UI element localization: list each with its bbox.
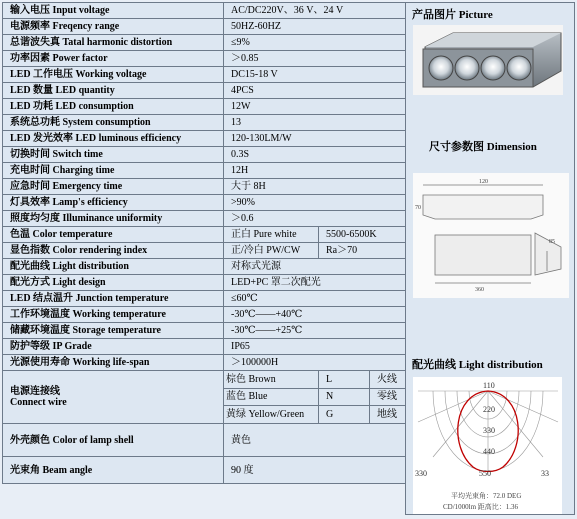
wire-color: 黄绿 Yellow/Green (224, 406, 319, 424)
spec-label: 光源使用寿命 Working life-span (3, 355, 224, 371)
spec-value: 4PCS (224, 83, 421, 99)
spec-value: 大于 8H (224, 179, 421, 195)
ring-label-330: 330 (483, 426, 495, 435)
spec-row (3, 19, 421, 35)
spec-label: LED 结点温升 Junction temperature (3, 291, 224, 307)
spec-label: 总谐波失真 Tatal harmonic distortion (3, 35, 224, 51)
ring-label-110: 110 (483, 381, 495, 390)
polar-caption-1: 平均光束角：72.0 DEG (451, 492, 522, 500)
spec-value: ＞0.85 (224, 51, 421, 67)
spec-row (3, 179, 421, 195)
spec-label: 色温 Color temperature (3, 227, 224, 243)
spec-value-secondary: Ra＞70 (319, 243, 421, 259)
spec-label: 显色指数 Color rendering index (3, 243, 224, 259)
spec-row (3, 355, 421, 371)
spec-label: 工作环境温度 Working temperature (3, 307, 224, 323)
spec-value: 0.3S (224, 147, 421, 163)
spec-row (3, 227, 421, 243)
spec-row (3, 275, 421, 291)
spec-label: 功率因素 Power factor (3, 51, 224, 67)
spec-row (3, 211, 421, 227)
spec-value: LED+PC 罩二次配光 (224, 275, 421, 291)
spec-label: 照度均匀度 Illuminance uniformity (3, 211, 224, 227)
shell-label: 外壳颜色 Color of lamp shell (3, 424, 224, 457)
product-photo (413, 25, 563, 95)
spec-label: 灯具效率 Lamp's efficiency (3, 195, 224, 211)
spec-row (3, 3, 421, 19)
beam-value: 90 度 (224, 457, 421, 484)
wire-code: N (319, 388, 370, 406)
spec-value: 12H (224, 163, 421, 179)
wire-name: 零线 (370, 388, 421, 406)
spec-value: 对称式光源 (224, 259, 421, 275)
spec-value: 12W (224, 99, 421, 115)
dimension-svg (413, 173, 569, 298)
ring-label-220: 220 (483, 405, 495, 414)
spec-row (3, 163, 421, 179)
spec-value: ＞0.6 (224, 211, 421, 227)
beam-label: 光束角 Beam angle (3, 457, 224, 484)
connect-label-en: Connect wire (10, 397, 67, 408)
spec-row (3, 115, 421, 131)
spec-label: LED 工作电压 Working voltage (3, 67, 224, 83)
spec-row (3, 339, 421, 355)
beam-row (3, 457, 421, 484)
wire-name: 地线 (370, 406, 421, 424)
wire-code: L (319, 371, 370, 389)
polar-svg (413, 377, 562, 514)
connect-label-cn: 电源连接线 (10, 386, 60, 397)
spec-label: 输入电压 Input voltage (3, 3, 224, 19)
spec-value: 120-130LM/W (224, 131, 421, 147)
spec-value: ≤9% (224, 35, 421, 51)
light-distribution-title: 配光曲线 Light distribution (412, 359, 543, 371)
polar-chart (413, 377, 562, 514)
shell-value: 黄色 (224, 424, 421, 457)
side-label-right: 33 (541, 469, 549, 478)
spec-row (3, 67, 421, 83)
spec-label: LED 数量 LED quantity (3, 83, 224, 99)
right-panel (405, 2, 575, 515)
wire-name: 火线 (370, 371, 421, 389)
spec-value: DC15-18 V (224, 67, 421, 83)
spec-row (3, 243, 421, 259)
spec-row (3, 147, 421, 163)
spec-value: -30℃——+25℃ (224, 323, 421, 339)
spec-value: AC/DC220V、36 V、24 V (224, 3, 421, 19)
wire-row (3, 371, 421, 389)
spec-value: 13 (224, 115, 421, 131)
spec-row (3, 307, 421, 323)
dimension-title: 尺寸参数图 Dimension (429, 141, 537, 153)
ring-label-550: 550 (479, 469, 491, 478)
spec-value: >90% (224, 195, 421, 211)
picture-title: 产品图片 Picture (412, 9, 493, 21)
spec-value: -30℃——+40℃ (224, 307, 421, 323)
spec-value: 正白 Pure white (224, 227, 319, 243)
spec-value-secondary: 5500-6500K (319, 227, 421, 243)
spec-label: 防护等级 IP Grade (3, 339, 224, 355)
dim-label-depth: 70 (415, 205, 421, 211)
wire-color: 蓝色 Blue (224, 388, 319, 406)
dim-label-height: 85 (549, 239, 555, 245)
spec-row (3, 51, 421, 67)
polar-caption-2: CD/1000lm 距高比：1.36 (443, 503, 519, 511)
spec-row (3, 323, 421, 339)
spec-label: 充电时间 Charging time (3, 163, 224, 179)
spec-label: 系统总功耗 System consumption (3, 115, 224, 131)
spec-row (3, 195, 421, 211)
wire-code: G (319, 406, 370, 424)
dim-label-width: 120 (479, 179, 488, 185)
wire-color: 棕色 Brown (224, 371, 319, 389)
ring-label-440: 440 (483, 447, 495, 456)
spec-label: 配光方式 Light design (3, 275, 224, 291)
spec-label: 切换时间 Switch time (3, 147, 224, 163)
spec-value: ＞100000H (224, 355, 421, 371)
spec-value: 50HZ-60HZ (224, 19, 421, 35)
spec-value: ≤60℃ (224, 291, 421, 307)
spec-label: 电源频率 Freqency range (3, 19, 224, 35)
shell-row (3, 424, 421, 457)
spec-label: LED 发光效率 LED luminous efficiency (3, 131, 224, 147)
connect-wire-label (3, 371, 224, 424)
spec-label: 应急时间 Emergency time (3, 179, 224, 195)
spec-row (3, 131, 421, 147)
dimension-drawing (413, 173, 569, 298)
spec-label: 配光曲线 Light distribution (3, 259, 224, 275)
lamp-image (413, 25, 563, 95)
spec-row (3, 83, 421, 99)
spec-value: 正/冷白 PW/CW (224, 243, 319, 259)
spec-label: LED 功耗 LED consumption (3, 99, 224, 115)
spec-label: 储藏环境温度 Storage temperature (3, 323, 224, 339)
spec-row (3, 99, 421, 115)
spec-row (3, 259, 421, 275)
spec-table (2, 2, 421, 484)
spec-value: IP65 (224, 339, 421, 355)
side-label-left: 330 (415, 469, 427, 478)
spec-row (3, 291, 421, 307)
spec-row (3, 35, 421, 51)
dim-label-length: 360 (475, 287, 484, 293)
